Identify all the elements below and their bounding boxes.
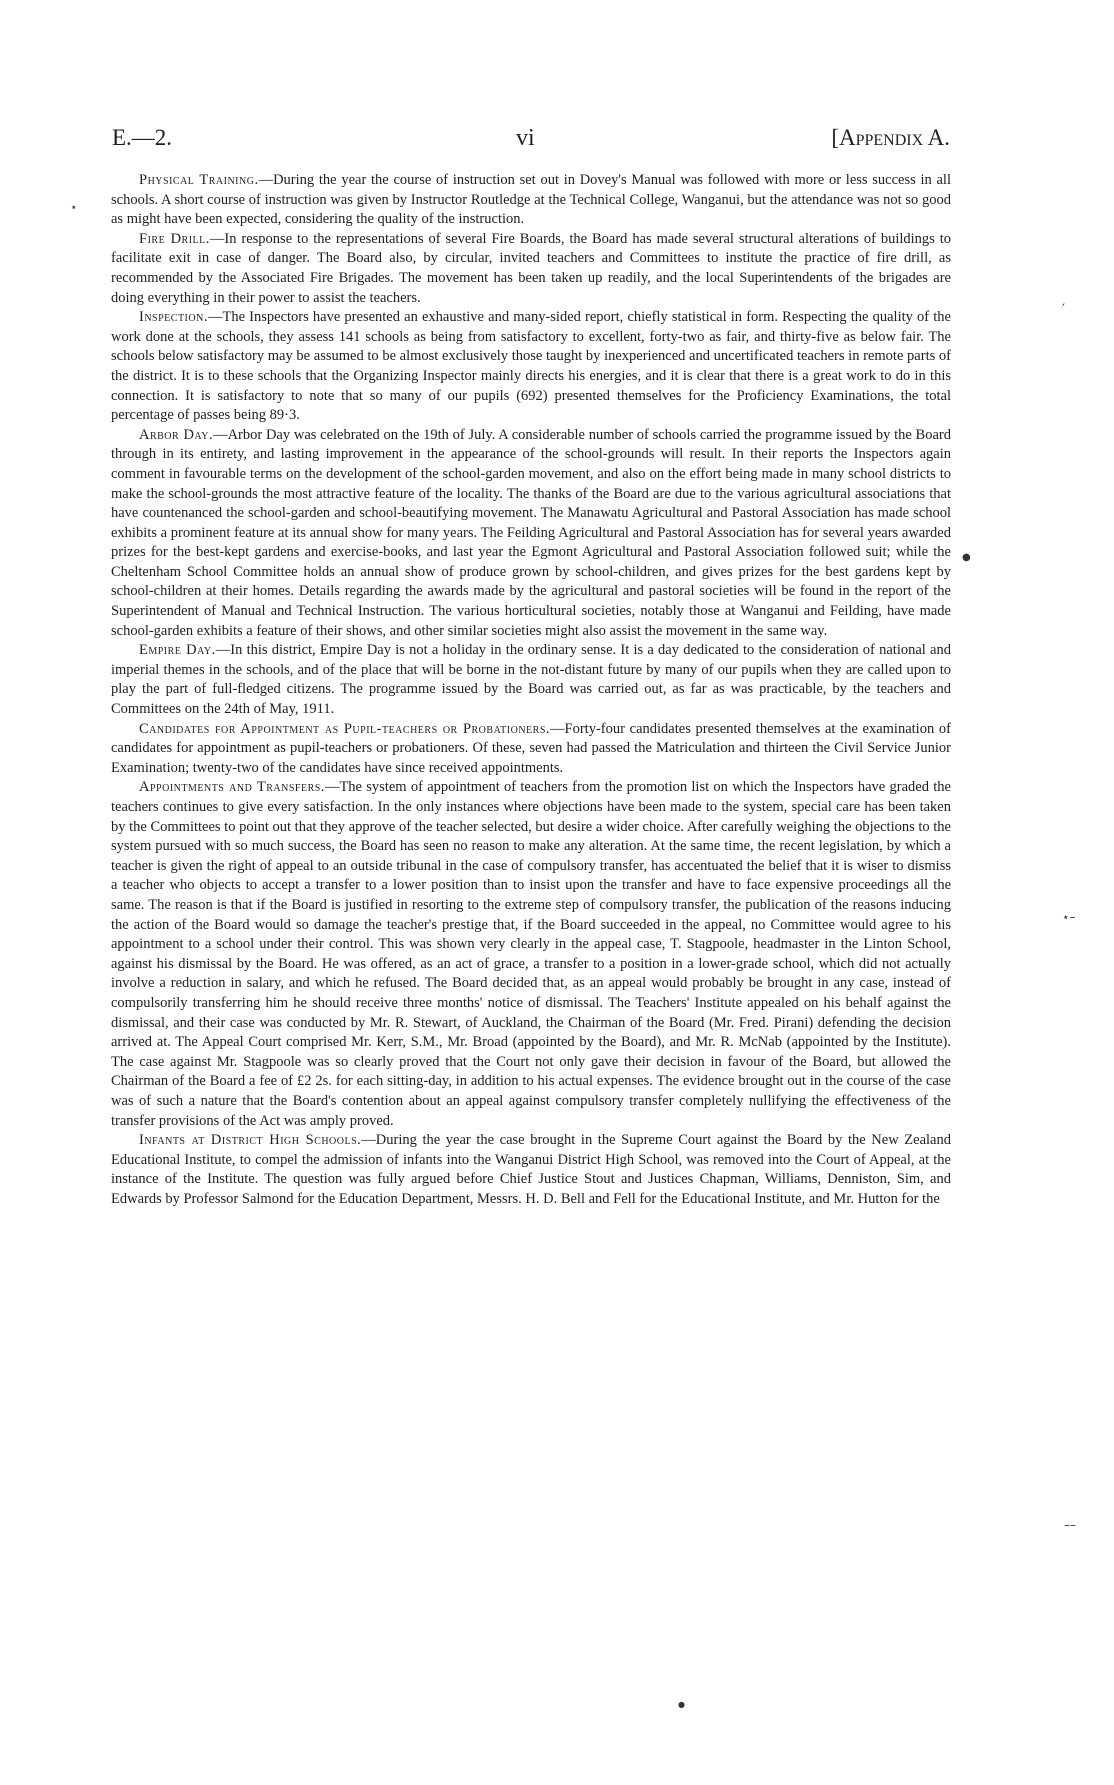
body-text: [111, 171, 951, 1209]
paragraph-text: —The Inspectors have presented an exhaustive and many-sided report, chiefly statistical in form. Respecting the quality of the work done at the schools, they assess 141 schools as being from satisfactory to excellent, forty-two as fair, and thirty-five as below fair. The schools below satisfactory may be assumed to be almost exclusively those taught by inexperienced and uncertificated teachers in remote parts of the district. It is to these schools that the Organizing Inspector mainly directs his energies, and it is clear that there is a great work to do in this connection. It is satisfactory to note that so many of our pupils (692) presented themselves for the Proficiency Examinations, the total percentage of passes being 89·3.: [111, 309, 951, 424]
paragraph-candidates: [111, 720, 951, 779]
paragraph-heading: Fire Drill.: [139, 230, 210, 247]
paragraph-infants: [111, 1131, 951, 1209]
paragraph-empire-day: [111, 641, 951, 719]
paragraph-heading: Infants at District High Schools.: [139, 1132, 362, 1149]
paragraph-text: —In response to the representations of several Fire Boards, the Board has made several structural alterations of buildings to facilitate exit in case of danger. The Board also, by circular, invited teachers and Committees to institute the practice of fire drill, as recommended by the Associated Fire Brigades. The movement has been taken up readily, and the local Superintendents of the brigades are doing everything in their power to assist the teachers.: [111, 230, 951, 306]
paragraph-heading: Arbor Day.: [139, 426, 214, 443]
paragraph-heading: Inspection.: [139, 309, 208, 326]
paragraph-heading: Candidates for Appointment as Pupil-teachers or Probationers.: [139, 720, 551, 737]
paragraph-appointments: [111, 778, 951, 1131]
paragraph-arbor-day: [111, 426, 951, 642]
scan-speck-mark: ⋆: [70, 200, 78, 214]
paragraph-inspection: [111, 308, 951, 426]
scan-speck-mark: ●: [962, 552, 971, 563]
paragraph-text: —The system of appointment of teachers from the promotion list on which the Inspectors have graded the teachers continues to give every satisfaction. In the only instances where objections have been made to the system, special care has been taken by the Committees to point out that they approve of the teacher selected, but desire a wider choice. After carefully weighing the objections to the system pursued with so much success, the Board has seen no reason to make any alteration. At the same time, the recent legislation, by which a teacher is given the right of appeal to an outside tribunal in the case of compulsory transfer, has accentuated the belief that it is wiser to dismiss a teacher who objects to accept a transfer to a lower position than to insist upon the transfer and have to face expensive proceedings all the same. The reason is that if the Board is justified in resorting to the extreme step of compulsory transfer, the publication of the reasons inducing the action of the Board would so damage the teacher's prestige that, if the Board succeeded in the appeal, no Committee would agree to his appointment to a school under their control. This was shown very clearly in the appeal case, T. Stagpoole, headmaster in the Linton School, against his dismissal by the Board. He was offered, as an act of grace, a transfer to a position in a lower-grade school, which did not actually involve a reduction in salary, and which he refused. The Board decided that, as an appeal would probably be brought in any case, instead of compulsorily transferring him he should receive three months' notice of dismissal. The Teachers' Institute appealed on his behalf against the dismissal, and their case was conducted by Mr. R. Stewart, of Auckland, the Chairman of the Board (Mr. Fred. Pirani) defending the decision arrived at. The Appeal Court comprised Mr. Kerr, S.M., Mr. Broad (appointed by the Board), and Mr. R. McNab (appointed by the Institute). The case against Mr. Stagpoole was so clearly proved that the Court not only gave their decision in favour of the Board, but allowed the Chairman of the Board a fee of £2 2s. for each sitting-day, in addition to his actual expenses. The evidence brought out in the course of the case was of such a nature that the Board's contention about an appeal against compulsory transfer completely nullifying the effectiveness of the transfer provisions of the Act was amply proved.: [111, 779, 951, 1129]
scan-speck-mark: ––: [1064, 1518, 1076, 1532]
paragraph-text: —Forty-four candidates presented themselves at the examination of candidates for appointment as pupil-teachers or probationers. Of these, seven had passed the Matriculation and thirteen the Civil Service Junior Examination; twenty-two of the candidates have since received appointments.: [111, 720, 951, 776]
header-reference: E.—2.: [112, 125, 173, 150]
scan-speck-mark: ●: [678, 1700, 685, 1709]
scan-speck-mark: ′: [1062, 302, 1066, 318]
paragraph-text: —In this district, Empire Day is not a holiday in the ordinary sense. It is a day dedicated to the consideration of national and imperial themes in the schools, and of the place that will be borne in the not-distant future by many of our pupils when they are called upon to play the part of full-fledged citizens. The programme issued by the Board was carried out, as far as was practicable, by the teachers and Committees on the 24th of May, 1911.: [111, 642, 951, 718]
paragraph-heading: Appointments and Transfers.: [139, 779, 325, 796]
paragraph-text: —Arbor Day was celebrated on the 19th of July. A considerable number of schools carried the programme issued by the Board through in its entirety, and lasting improvement in the appearance of the school-grounds will result. In their reports the Inspectors again comment in favourable terms on the development of the school-garden movement, and also on the effort being made in many school districts to make the school-grounds the most attractive feature of the locality. The thanks of the Board are due to the various agricultural associations that have countenanced the school-garden and school-beautifying movement. The Manawatu Agricultural and Pastoral Association has made school exhibits a prominent feature at its annual show for many years. The Feilding Agricultural and Pastoral Association has for several years awarded prizes for the best-kept gardens and exercise-books, and last year the Egmont Agricultural and Pastoral Association followed suit; while the Cheltenham School Committee holds an annual show of produce grown by school-children, and gives prizes for the best gardens kept by school-children at their homes. Details regarding the awards made by the agricultural and pastoral societies will be found in the report of the Superintendent of Manual and Technical Instruction. The various horticultural societies, notably those at Wanganui and Feilding, have made school-garden exhibits a feature of their shows, and other similar societies might also assist the movement in the same way.: [111, 426, 951, 639]
page-header: [112, 125, 950, 157]
paragraph-fire-drill: [111, 230, 951, 308]
page-number: vi: [516, 125, 535, 151]
scan-speck-mark: ⋆–: [1062, 910, 1076, 924]
paragraph-text: —During the year the case brought in the Supreme Court against the Board by the New Zealand Educational Institute, to compel the admission of infants into the Wanganui District High School, was removed into the Court of Appeal, at the instance of the Institute. The question was fully argued before Chief Justice Stout and Justices Chapman, Williams, Denniston, Sim, and Edwards by Professor Salmond for the Education Department, Messrs. H. D. Bell and Fell for the Educational Institute, and Mr. Hutton for the: [111, 1132, 951, 1207]
paragraph-heading: Empire Day.: [139, 642, 216, 659]
paragraph-heading: Physical Training.: [139, 172, 259, 188]
header-appendix: [Appendix A.: [831, 125, 950, 150]
paragraph-text: —During the year the course of instruction set out in Dovey's Manual was followed with more or less success in all schools. A short course of instruction was given by Instructor Routledge at the Technical College, Wanganui, but the attendance was not so good as might have been expected, considering the quality of the instruction.: [111, 172, 951, 228]
paragraph-physical-training: [111, 171, 951, 230]
